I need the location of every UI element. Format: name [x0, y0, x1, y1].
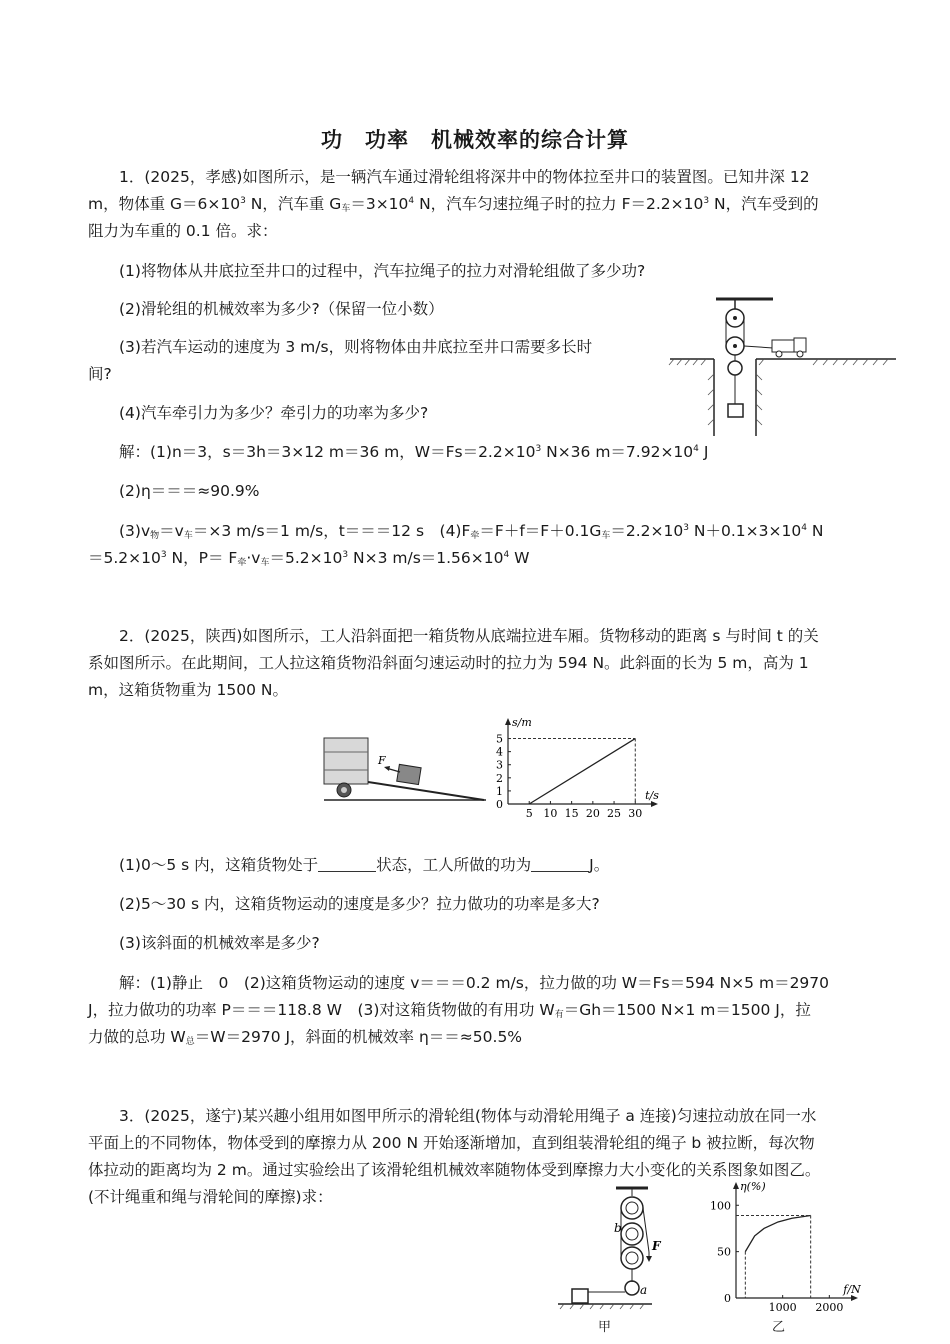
- x-tick-label: 15: [564, 807, 579, 820]
- q1-pulley-well-figure: [668, 294, 900, 444]
- q2-stem-line1: 2．(2025，陕西)如图所示，工人沿斜面把一箱货物从底端拉进车厢。货物移动的距离 s 与时间 t 的关: [119, 627, 819, 645]
- q3-force-label: F: [652, 1239, 661, 1253]
- x-tick-label: 2000: [815, 1301, 844, 1314]
- q1-sub-1: (1)将物体从井底拉至井口的过程中，汽车拉绳子的拉力对滑轮组做了多少功?: [119, 262, 646, 280]
- x-tick-label: 10: [543, 807, 558, 820]
- x-tick-label: 20: [585, 807, 600, 820]
- answer-blank-state[interactable]: [318, 857, 376, 872]
- q3-stem-line2: 平面上的不同物体，物体受到的摩擦力从 200 N 开始逐渐增加，直到组装滑轮组的绳子 b 被拉断，每次物: [88, 1134, 815, 1152]
- q3-caption-yi: 乙: [772, 1320, 786, 1335]
- q2-st-chart: [490, 712, 666, 822]
- q3-stem-line3: 体拉动的距离均为 2 m。通过实验绘出了该滑轮组机械效率随物体受到摩擦力大小变化的关系图象如图乙。: [88, 1161, 821, 1179]
- q2-stem-line2: 系如图所示。在此期间，工人拉这箱货物沿斜面匀速运动时的拉力为 594 N。此斜面的长为 5 m，高为 1: [88, 654, 809, 672]
- y-tick-label: 3: [496, 758, 503, 772]
- y-tick-label: 50: [717, 1245, 731, 1259]
- q1-sub-3-cont: 间?: [88, 365, 112, 383]
- series-line: [529, 739, 635, 804]
- q2-sub-3: (3)该斜面的机械效率是多少?: [119, 934, 320, 952]
- q3-stem-line4: (不计绳重和绳与滑轮间的摩擦)求：: [88, 1188, 333, 1206]
- q3-efficiency-chart: [696, 1182, 866, 1316]
- y-tick-label: 0: [724, 1292, 731, 1305]
- page-title: 功 功率 机械效率的综合计算: [321, 127, 629, 152]
- q2-sub-1: (1)0～5 s 内，这箱货物处于 状态，工人所做的功为 J。: [119, 856, 610, 874]
- q1-sub-4: (4)汽车牵引力为多少？牵引力的功率为多少?: [119, 404, 429, 422]
- answer-blank-work[interactable]: [531, 857, 589, 872]
- y-axis-label: η(%): [740, 1182, 766, 1193]
- q2-answer-1: 解：(1)静止 0 (2)这箱货物运动的速度 v＝＝＝0.2 m/s，拉力做的功 W＝Fs＝594 N×5 m＝2970: [119, 974, 830, 992]
- q2-answer-3: 力做的总功 W总＝W＝2970 J，斜面的机械效率 η＝＝≈50.5%: [88, 1028, 523, 1047]
- x-axis-label: t/s: [645, 789, 659, 802]
- q2-answer-2: J，拉力做功的功率 P＝＝＝118.8 W (3)对这箱货物做的有用功 W有＝Gh＝1500 N×1 m＝1500 J，拉: [88, 1001, 811, 1020]
- x-tick-label: 30: [628, 807, 643, 820]
- y-tick-label: 100: [710, 1199, 731, 1213]
- q1-answer-3: (3)v物＝v车＝×3 m/s＝1 m/s，t＝＝＝12 s (4)F牵＝F＋f＝F＋0.1G车$=2.2\times 10^3$ $N+0.1\times 3\times 10^4$ N: [119, 522, 824, 541]
- q3-caption-jia: 甲: [598, 1320, 612, 1335]
- y-tick-label: 2: [496, 771, 503, 785]
- q2-force-label: F: [378, 754, 386, 767]
- y-tick-label: 5: [496, 732, 503, 746]
- y-axis-arrow: [733, 1182, 739, 1189]
- q1-sub-2: (2)滑轮组的机械效率为多少?（保留一位小数）: [119, 300, 444, 318]
- x-tick-label: 5: [525, 807, 533, 820]
- y-tick-label: 0: [496, 798, 503, 811]
- x-axis-label: f/N: [843, 1283, 861, 1296]
- q3-rope-b-label: b: [614, 1221, 622, 1235]
- series-line: [745, 1215, 810, 1251]
- q3-stem-line1: 3．(2025，遂宁)某兴趣小组用如图甲所示的滑轮组(物体与动滑轮用绳子 a 连接)匀速拉动放在同一水: [119, 1107, 817, 1125]
- q1-answer-1: 解：(1)n＝3，s＝3h＝3×12 m＝36 m，$W=Fs=2.2\times 10^3$ N×36 $m=7.92\times 10^4$ J: [119, 443, 709, 461]
- y-tick-label: 4: [496, 745, 503, 759]
- q1-sub-3: (3)若汽车运动的速度为 3 m/s，则将物体由井底拉至井口需要多长时: [119, 338, 593, 356]
- y-axis-arrow: [505, 718, 511, 725]
- q1-stem-line1: 1．(2025，孝感)如图所示，是一辆汽车通过滑轮组将深井中的物体拉至井口的装置图。已知井深 12: [119, 168, 810, 186]
- q2-sub-2: (2)5～30 s 内，这箱货物运动的速度是多少？拉力做功的功率是多大?: [119, 895, 600, 913]
- q1-answer-2: (2)η＝＝＝≈90.9%: [119, 482, 260, 500]
- q2-stem-line3: m，这箱货物重为 1500 N。: [88, 681, 288, 699]
- x-tick-label: 1000: [768, 1301, 797, 1314]
- y-tick-label: 1: [496, 784, 503, 798]
- q2-ramp-figure: [320, 728, 490, 806]
- q1-answer-4: $=5.2\times 10^3$ N，P＝ F牵·v车$=5.2\times 10^3$ N×3 $m/s=1.56\times 10^4$ W: [88, 549, 530, 568]
- q1-stem-line3: 阻力为车重的 0.1 倍。求：: [88, 222, 278, 240]
- y-axis-label: s/m: [512, 716, 532, 729]
- q1-stem-line2: m，物体重 $G=6\times 10^3$ N，汽车重 G车$=3\times 10^4$ N，汽车匀速拉绳子时的拉力 $F=2.2\times 10^3$ N，汽车受到的: [88, 195, 819, 214]
- q3-rope-a-label: a: [640, 1283, 648, 1297]
- q3-pulley-figure: [552, 1186, 676, 1310]
- x-tick-label: 25: [607, 807, 622, 820]
